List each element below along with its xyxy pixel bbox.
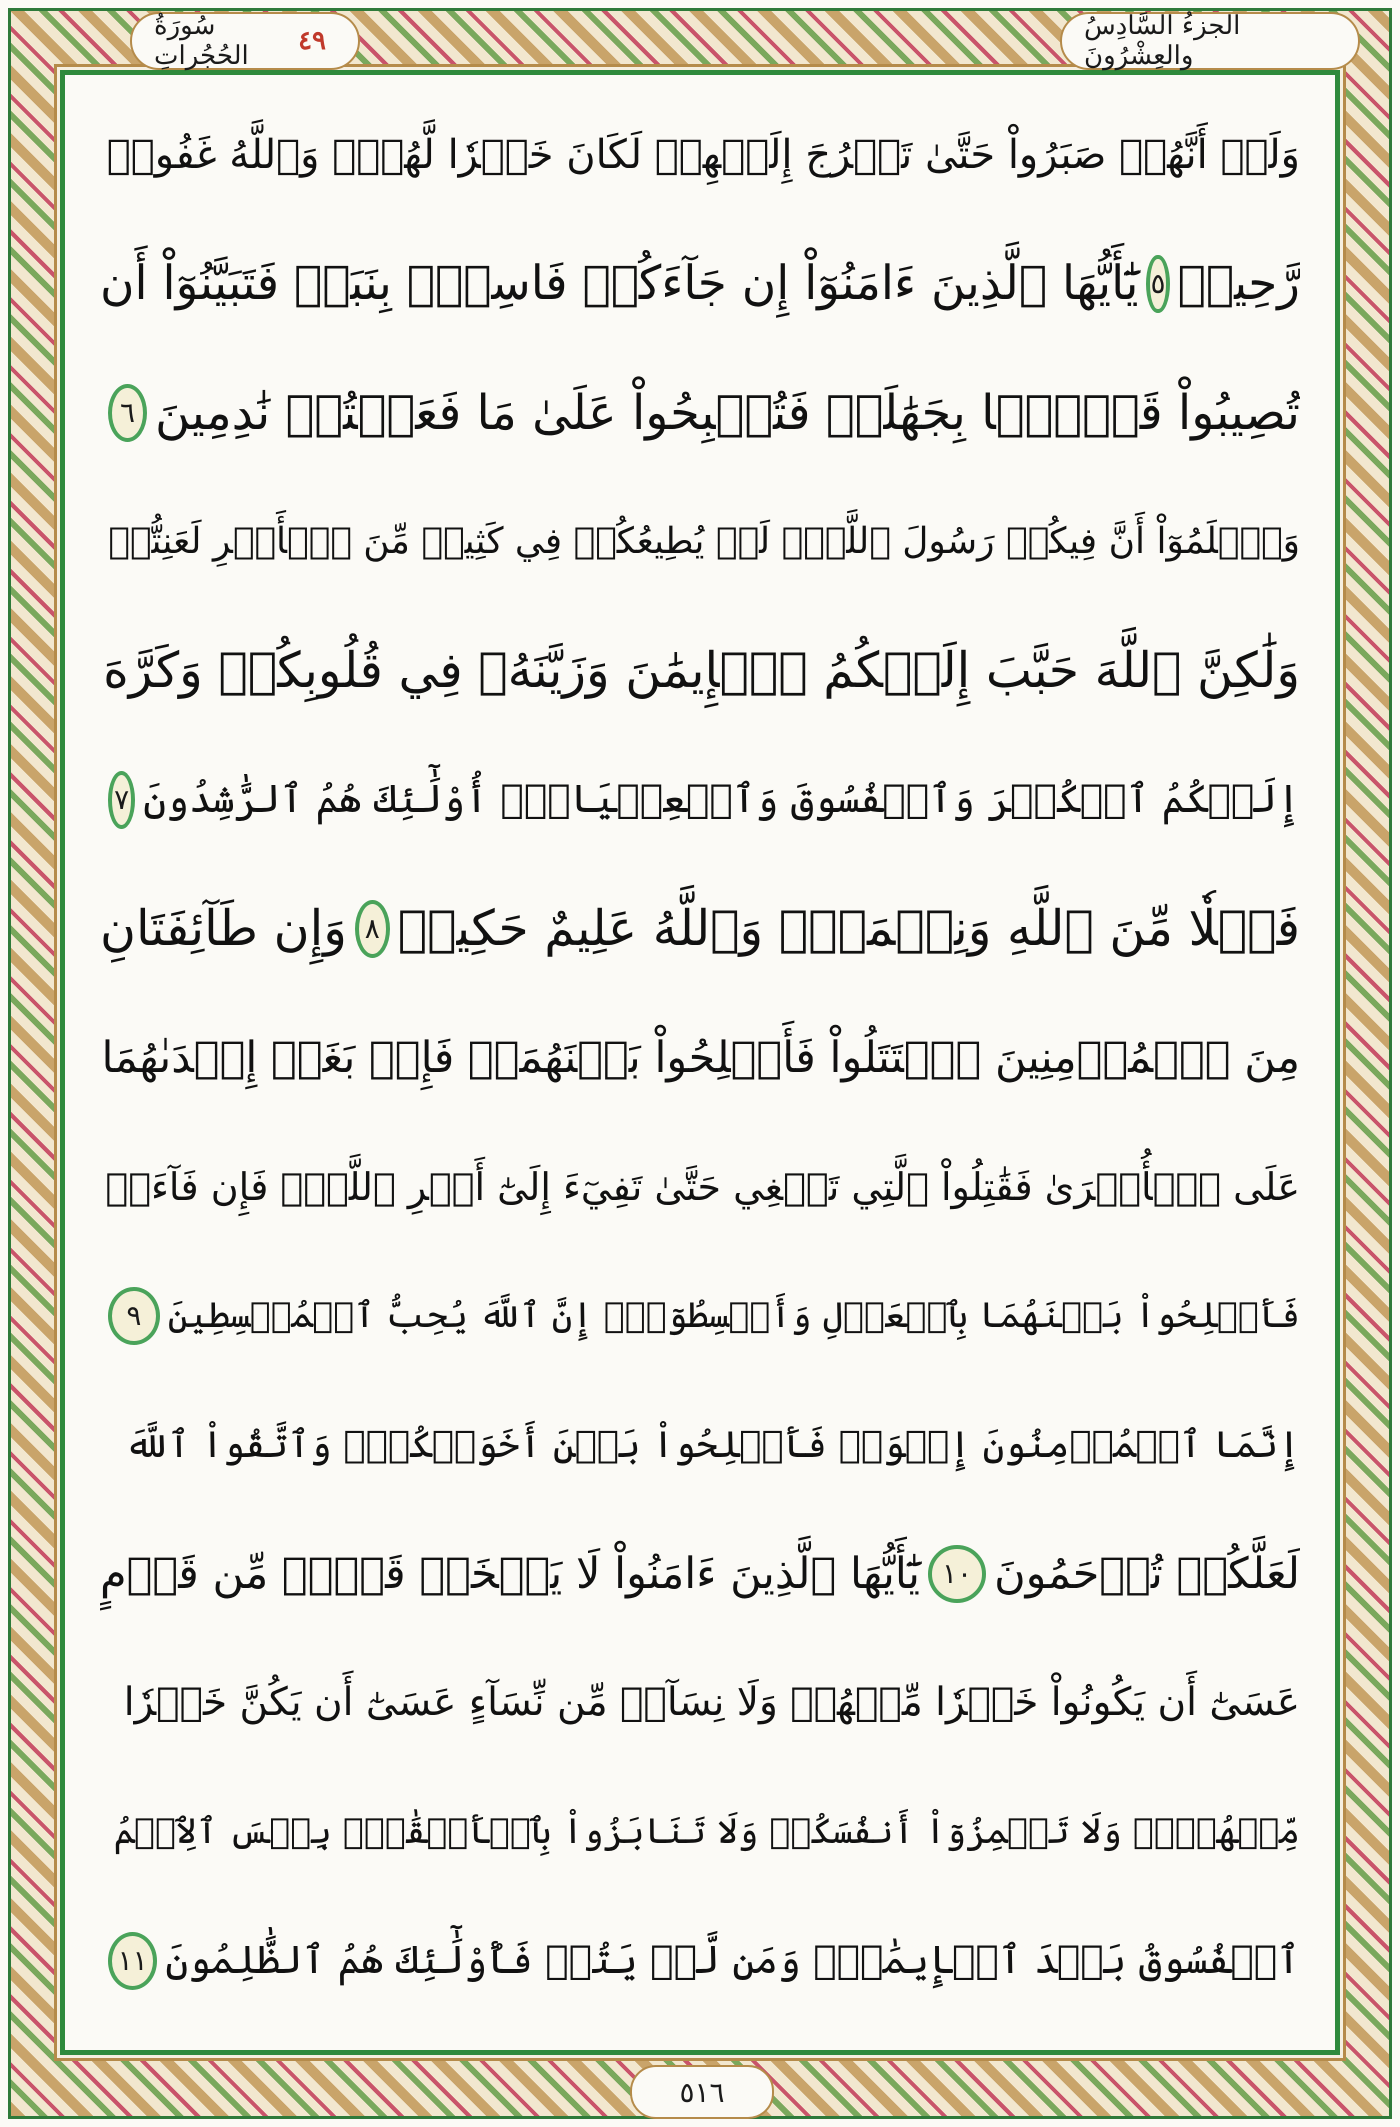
verse-text: لَعَلَّكُمۡ تُرۡحَمُونَ <box>994 1548 1300 1599</box>
surah-label <box>130 12 360 70</box>
text-line <box>100 1767 1300 1896</box>
text-line <box>100 1509 1300 1638</box>
verse-number-marker: ١١ <box>108 1932 157 1990</box>
verse-text: يَٰٓأَيُّهَا ٱلَّذِينَ ءَامَنُوٓاْ إِن جَآءَكُمۡ فَاسِقُۢ بِنَبَإٖ فَتَبَيَّنُوٓاْ أَن <box>100 256 1139 311</box>
verse-text: وَٱعۡلَمُوٓاْ أَنَّ فِيكُمۡ رَسُولَ ٱللَّهِۚ لَوۡ يُطِيعُكُمۡ فِي كَثِيرٖ مِّنَ ٱلۡأَمۡرِ لَعَنِتُّمۡ <box>108 521 1300 562</box>
quran-text-area <box>100 90 1300 2030</box>
verse-text: فَأَصۡلِحُواْ بَيۡنَهُمَا بِٱلۡعَدۡلِ وَأَقۡسِطُوٓاْۖ إِنَّ ٱللَّهَ يُحِبُّ ٱلۡمُقۡسِطِينَ <box>167 1295 1300 1336</box>
page-number <box>630 2065 774 2119</box>
verse-text: يَٰٓأَيُّهَا ٱلَّذِينَ ءَامَنُواْ لَا يَسۡخَرۡ قَوۡمٞ مِّن قَوۡمٍ <box>100 1548 920 1599</box>
text-line <box>100 348 1300 477</box>
verse-text: وَلَٰكِنَّ ٱللَّهَ حَبَّبَ إِلَيۡكُمُ ٱلۡإِيمَٰنَ وَزَيَّنَهُۥ فِي قُلُوبِكُمۡ وَكَرَّهَ <box>103 642 1300 699</box>
verse-text: تُصِيبُواْ قَوۡمَۢا بِجَهَٰلَةٖ فَتُصۡبِحُواْ عَلَىٰ مَا فَعَلۡتُمۡ نَٰدِمِينَ <box>154 384 1300 441</box>
verse-text: مِنَ ٱلۡمُؤۡمِنِينَ ٱقۡتَتَلُواْ فَأَصۡلِحُواْ بَيۡنَهُمَاۖ فَإِنۢ بَغَتۡ إِحۡدَىٰهُمَا <box>101 1032 1300 1083</box>
surah-number: ٤٩ <box>298 26 326 56</box>
verse-number-marker: ٩ <box>108 1287 160 1345</box>
verse-text: رَّحِيمٞ <box>1177 256 1300 311</box>
text-line <box>100 219 1300 348</box>
juz-title: الجزءُ السَّادِسُ والعِشْرُونَ <box>1084 11 1241 71</box>
verse-text: فَضۡلٗا مِّنَ ٱللَّهِ وَنِعۡمَةٗۚ وَٱللَّهُ عَلِيمٌ حَكِيمٞ <box>397 900 1300 957</box>
text-line <box>100 735 1300 864</box>
text-line <box>100 1380 1300 1509</box>
text-line <box>100 606 1300 735</box>
text-line <box>100 993 1300 1122</box>
verse-text: إِنَّمَا ٱلۡمُؤۡمِنُونَ إِخۡوَةٞ فَأَصۡلِحُواْ بَيۡنَ أَخَوَيۡكُمۡۚ وَٱتَّقُواْ ٱللَّهَ <box>124 1423 1300 1466</box>
text-line <box>100 1122 1300 1251</box>
verse-number-marker: ٧ <box>108 771 135 829</box>
text-line <box>100 477 1300 606</box>
verse-text: وَإِن طَآئِفَتَانِ <box>100 900 347 957</box>
verse-text: عَسَىٰٓ أَن يَكُونُواْ خَيۡرٗا مِّنۡهُمۡ وَلَا نِسَآءٞ مِّن نِّسَآءٍ عَسَىٰٓ أَن يَكُنَّ خَيۡرٗا <box>123 1680 1300 1725</box>
verse-number-marker: ٦ <box>108 384 147 442</box>
text-line <box>100 1251 1300 1380</box>
verse-text: ٱلۡفُسُوقُ بَعۡدَ ٱلۡإِيمَٰنِۚ وَمَن لَّمۡ يَتُبۡ فَأُوْلَٰٓئِكَ هُمُ ٱلظَّٰلِمُونَ <box>165 1938 1300 1983</box>
juz-label <box>1060 12 1360 70</box>
verse-text: عَلَى ٱلۡأُخۡرَىٰ فَقَٰتِلُواْ ٱلَّتِي تَبۡغِي حَتَّىٰ تَفِيٓءَ إِلَىٰٓ أَمۡرِ ٱللَّهِۚ فَإِن فَآءَتۡ <box>105 1164 1300 1209</box>
text-line <box>100 864 1300 993</box>
verse-number-marker: ٨ <box>355 900 390 958</box>
verse-text: إِلَيۡكُمُ ٱلۡكُفۡرَ وَٱلۡفُسُوقَ وَٱلۡعِصۡيَانَۚ أُوْلَٰٓئِكَ هُمُ ٱلرَّٰشِدُونَ <box>143 777 1300 822</box>
text-line <box>100 1896 1300 2025</box>
verse-number-marker: ٥ <box>1146 255 1169 313</box>
text-line <box>100 90 1300 219</box>
verse-text: وَلَوۡ أَنَّهُمۡ صَبَرُواْ حَتَّىٰ تَخۡرُجَ إِلَيۡهِمۡ لَكَانَ خَيۡرٗا لَّهُمۡۚ وَٱللَّهُ غَفُورٞ <box>106 131 1300 178</box>
text-line <box>100 1638 1300 1767</box>
surah-title: سُورَةُ الحُجُراتِ <box>154 11 249 71</box>
page-number-value: ٥١٦ <box>679 2075 725 2109</box>
verse-number-marker: ١٠ <box>928 1545 986 1603</box>
verse-text: مِّنۡهُنَّۖ وَلَا تَلۡمِزُوٓاْ أَنفُسَكُمۡ وَلَا تَنَابَزُواْ بِٱلۡأَلۡقَٰبِۖ بِئۡسَ ٱلِٱسۡمُ <box>113 1811 1300 1852</box>
